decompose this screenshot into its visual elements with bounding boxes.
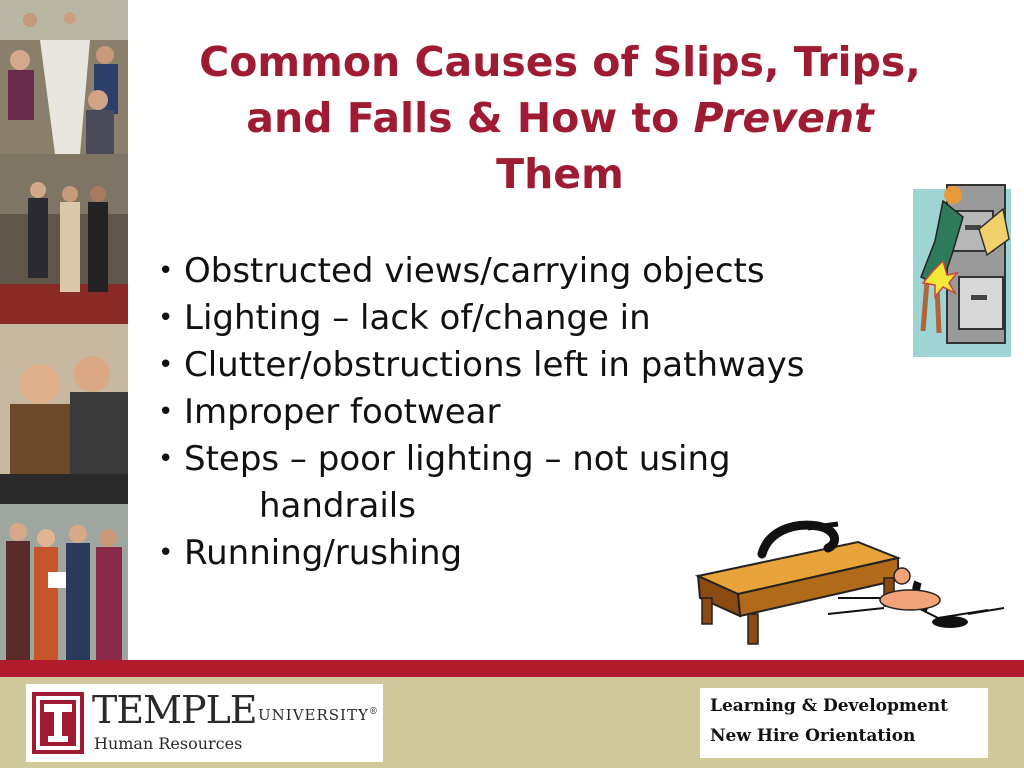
footer-red-band [0,660,1024,677]
list-item-text: Running/rushing [184,533,463,573]
temple-t-logo-icon [32,692,84,754]
list-item [156,295,805,342]
list-item-text: Lighting – lack of/change in [184,298,651,338]
logo-department: Human Resources [94,734,243,753]
list-item-text: Steps – poor lighting – not using [184,439,731,479]
title-line-1: Common Causes of Slips, Trips, [199,38,921,86]
photo-group-check [0,504,128,660]
tripping-over-bench-icon [688,518,1014,654]
bullet-icon: • [158,303,174,333]
temple-hr-logo[interactable] [26,684,383,762]
bullet-icon: • [158,350,174,380]
logo-university [258,706,379,724]
program-line-1: Learning & Development [710,696,948,716]
title-line-2: and Falls & How to [246,94,694,142]
list-item [156,248,805,295]
filing-cabinet-accident-icon [913,181,1011,359]
photo-young-men [0,324,128,504]
bullet-icon: • [158,444,174,474]
bullet-icon: • [158,256,174,286]
title-emphasis: Prevent [693,94,874,142]
list-item-text: Clutter/obstructions left in pathways [184,345,805,385]
photo-hallway-people [0,154,128,324]
list-item-text: Improper footwear [184,392,501,432]
photo-strip [0,0,128,660]
logo-name: TEMPLE [92,688,257,732]
photo-meeting-table [0,0,128,154]
bullet-icon: • [158,397,174,427]
list-item-text: Obstructed views/carrying objects [184,251,765,291]
program-label-box [700,688,988,758]
title-line-3: Them [496,150,624,198]
list-item-continuation: handrails [259,486,416,526]
logo-registered: ® [368,707,379,717]
logo-university-text: UNIVERSITY [258,706,369,724]
list-item [156,436,805,530]
list-item [156,389,805,436]
list-item [156,342,805,389]
bullet-icon: • [158,538,174,568]
program-line-2: New Hire Orientation [710,726,916,746]
slide-title [140,34,980,202]
